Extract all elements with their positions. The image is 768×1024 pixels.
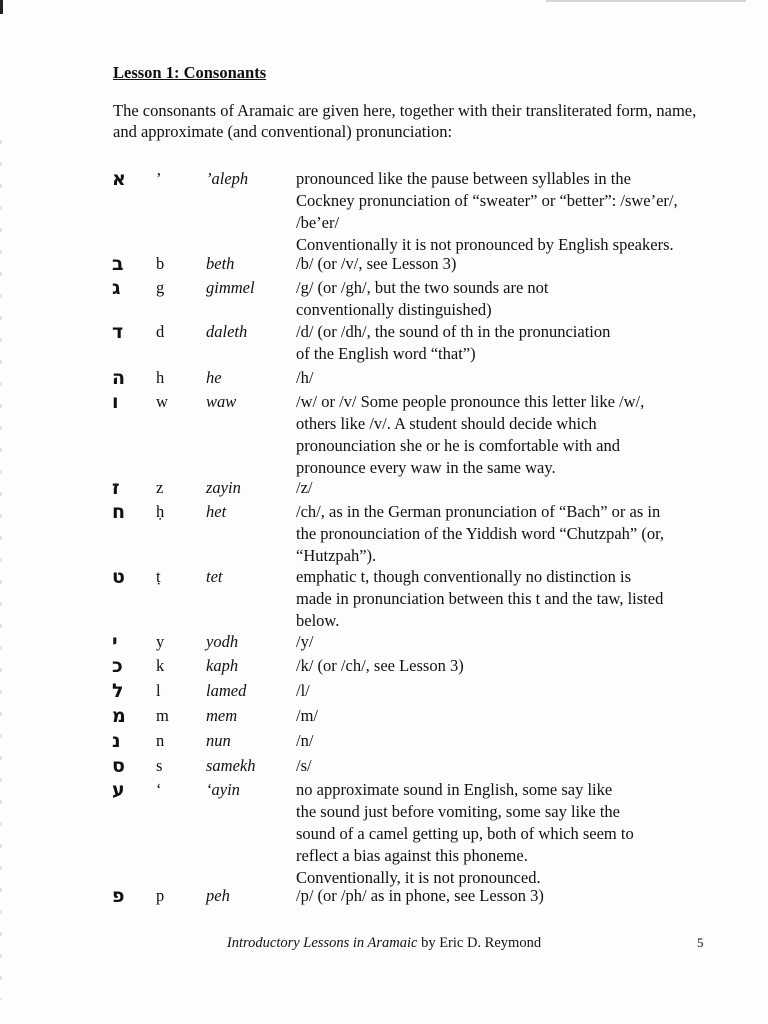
hebrew-letter: ב (112, 253, 124, 275)
transliteration: n (156, 731, 165, 750)
description-line: /m/ (296, 706, 319, 725)
transliteration: y (156, 632, 165, 651)
hebrew-letter: מ (112, 705, 126, 727)
hebrew-letter: ס (112, 755, 125, 777)
pronunciation-description (296, 477, 716, 499)
lesson-title: Lesson 1: Consonants (113, 63, 267, 82)
description-line: pronounced like the pause between syllables in the (296, 169, 631, 188)
letter-name: he (206, 368, 222, 387)
description-line: /y/ (296, 632, 314, 651)
hebrew-letter: ח (112, 501, 126, 523)
pronunciation-description (296, 367, 716, 389)
description-line: made in pronunciation between this t and the taw, listed (296, 589, 664, 608)
intro-paragraph: The consonants of Aramaic are given here, together with their transliterated form, name, and approximate (and conventional) pronunciation: (113, 101, 697, 141)
hebrew-letter: ט (112, 566, 125, 588)
letter-name: waw (206, 392, 237, 411)
transliteration: w (156, 392, 168, 411)
pronunciation-description (296, 655, 716, 677)
letter-name: gimmel (206, 278, 255, 297)
letter-name: peh (206, 886, 230, 905)
hebrew-letter: פ (112, 885, 125, 907)
description-line: below. (296, 611, 340, 630)
pronunciation-description (296, 730, 716, 752)
transliteration: z (156, 478, 164, 497)
letter-name: tet (206, 567, 223, 586)
page-footer (0, 935, 768, 952)
pronunciation-description (296, 501, 716, 567)
letter-name: samekh (206, 756, 256, 775)
page-number: 5 (697, 935, 704, 950)
description-line: /n/ (296, 731, 314, 750)
description-line: /ch/, as in the German pronunciation of “Bach” or as in (296, 502, 661, 521)
description-line: /k/ (or /ch/, see Lesson 3) (296, 656, 464, 675)
hebrew-letter: ג (112, 277, 121, 299)
hebrew-letter: ע (112, 779, 125, 801)
description-line: /b/ (or /v/, see Lesson 3) (296, 254, 457, 273)
hebrew-letter: ה (112, 367, 126, 389)
letter-name: yodh (206, 632, 239, 651)
book-author: by Eric D. Reymond (417, 935, 542, 951)
pronunciation-description (296, 680, 716, 702)
description-line: sound of a camel getting up, both of which seem to (296, 824, 634, 843)
pronunciation-description (296, 277, 716, 321)
transliteration: k (156, 656, 165, 675)
book-title: Introductory Lessons in Aramaic (226, 935, 418, 951)
scan-artifact (546, 0, 746, 2)
description-line: emphatic t, though conventionally no distinction is (296, 567, 631, 586)
transliteration: ’ (156, 169, 162, 188)
transliteration: g (156, 278, 165, 297)
description-line: pronounce every waw in the same way. (296, 458, 556, 477)
transliteration: m (156, 706, 169, 725)
hebrew-letter: ל (112, 680, 124, 702)
description-line: “Hutzpah”). (296, 546, 377, 565)
letter-name: mem (206, 706, 238, 725)
pronunciation-description (296, 566, 716, 632)
letter-name: daleth (206, 322, 248, 341)
hebrew-letter: י (112, 631, 118, 653)
transliteration: d (156, 322, 165, 341)
description-line: /l/ (296, 681, 310, 700)
description-line: the pronounciation of the Yiddish word “Chutzpah” (or, (296, 524, 665, 543)
transliteration: s (156, 756, 163, 775)
letter-name: zayin (206, 478, 241, 497)
scan-artifact (0, 0, 3, 14)
hebrew-letter: ו (112, 391, 119, 413)
transliteration: ṭ (156, 567, 161, 586)
scan-artifact (0, 140, 2, 1000)
pronunciation-description (296, 705, 716, 727)
pronunciation-description (296, 391, 716, 479)
description-line: /be’er/ (296, 213, 340, 232)
description-line: reflect a bias against this phoneme. (296, 846, 528, 865)
letter-name: het (206, 502, 227, 521)
description-line: /d/ (or /dh/, the sound of th in the pronunciation (296, 322, 611, 341)
transliteration: b (156, 254, 165, 273)
description-line: /g/ (or /gh/, but the two sounds are not (296, 278, 549, 297)
description-line: others like /v/. A student should decide which (296, 414, 597, 433)
pronunciation-description (296, 885, 716, 907)
description-line: /h/ (296, 368, 314, 387)
letter-name: beth (206, 254, 235, 273)
letter-name: lamed (206, 681, 247, 700)
transliteration: ḥ (156, 502, 165, 521)
description-line: /s/ (296, 756, 312, 775)
description-line: pronounciation she or he is comfortable with and (296, 436, 620, 455)
description-line: /p/ (or /ph/ as in phone, see Lesson 3) (296, 886, 544, 905)
description-line: Conventionally it is not pronounced by English speakers. (296, 235, 674, 254)
description-line: conventionally distinguished) (296, 300, 492, 319)
description-line: /w/ or /v/ Some people pronounce this letter like /w/, (296, 392, 645, 411)
pronunciation-description (296, 779, 716, 889)
hebrew-letter: ז (112, 477, 120, 499)
letter-name: kaph (206, 656, 239, 675)
description-line: of the English word “that”) (296, 344, 476, 363)
letter-name: nun (206, 731, 231, 750)
pronunciation-description (296, 321, 716, 365)
letter-name: ’aleph (206, 169, 249, 188)
pronunciation-description (296, 253, 716, 275)
description-line: no approximate sound in English, some say like (296, 780, 613, 799)
description-line: Conventionally, it is not pronounced. (296, 868, 541, 887)
hebrew-letter: א (112, 168, 126, 190)
pronunciation-description (296, 755, 716, 777)
hebrew-letter: כ (112, 655, 123, 677)
transliteration: h (156, 368, 165, 387)
description-line: the sound just before vomiting, some say like the (296, 802, 620, 821)
description-line: Cockney pronunciation of “sweater” or “better”: /swe’er/, (296, 191, 678, 210)
transliteration: p (156, 886, 165, 905)
transliteration: l (156, 681, 161, 700)
hebrew-letter: ד (112, 321, 124, 343)
hebrew-letter: נ (112, 730, 121, 752)
description-line: /z/ (296, 478, 313, 497)
letter-name: ‘ayin (206, 780, 240, 799)
transliteration: ‘ (156, 780, 162, 799)
pronunciation-description (296, 168, 716, 256)
pronunciation-description (296, 631, 716, 653)
